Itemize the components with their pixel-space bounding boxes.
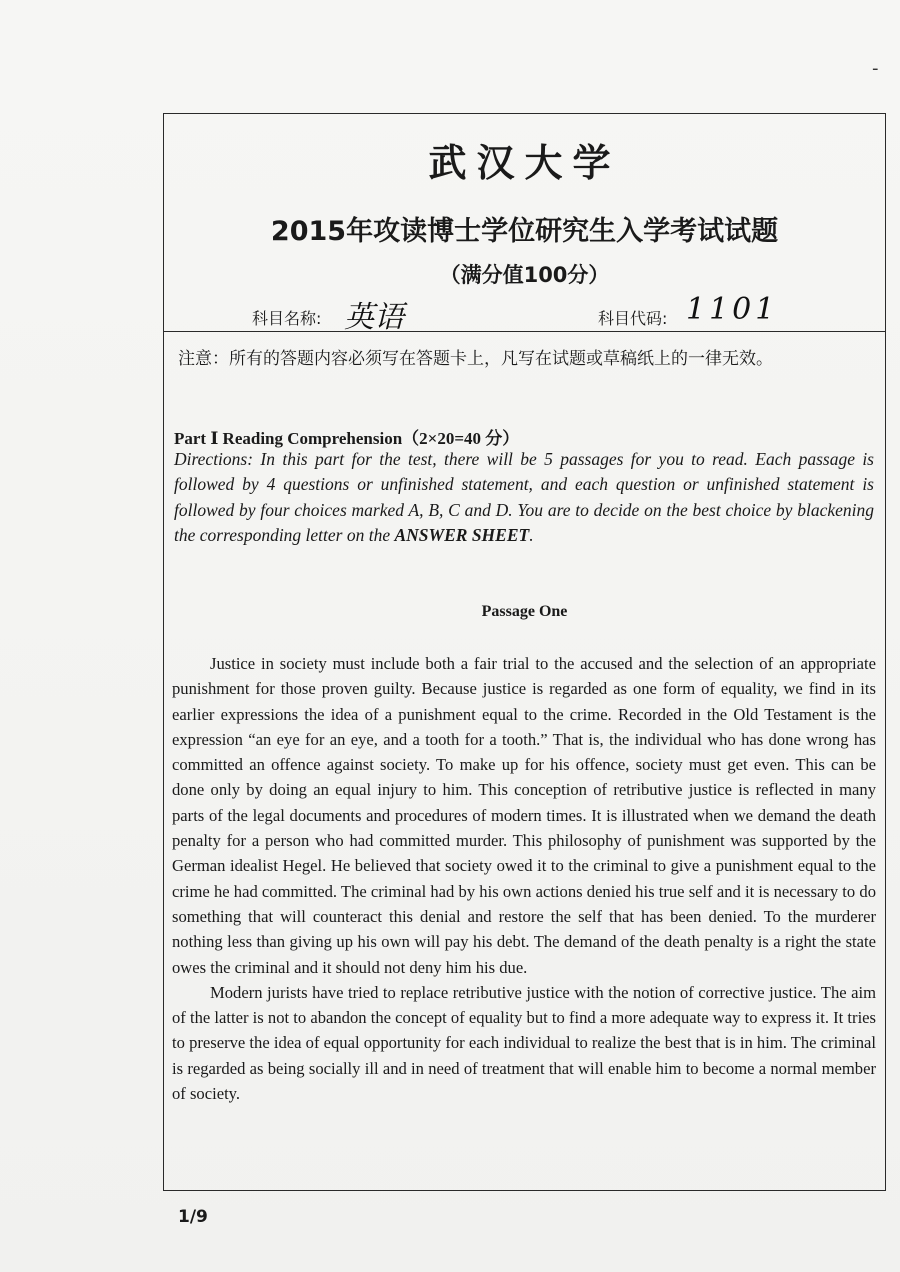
directions-text: Directions: In this part for the test, there will be 5 passages for you to read. Each passage is followed by 4 questions or unfinished statement, and each question or unfinished statement is followed by four choices marked A, B, C and D. You are to decide on the best choice by blackening the corresponding letter on the <box>174 449 874 545</box>
passage-title: Passage One <box>481 603 568 620</box>
passage-body <box>172 651 876 1106</box>
subject-name-label: 科目名称: <box>252 309 322 328</box>
passage-paragraph: Justice in society must include both a fair trial to the accused and the selection of an appropriate punishment for those proven guilty. Because justice is regarded as one form of equality, we find in its earlier expressions the idea of a punishment equal to the crime. Recorded in the Old Testament is the expression “an eye for an eye, and a tooth for a tooth.” That is, the individual who has done wrong has committed an offence against society. To make up for his offence, society must get even. This can be done only by doing an equal injury to him. This conception of retributive justice is reflected in many parts of the legal documents and procedures of modern times. It is illustrated when we demand the death penalty for a person who had committed murder. This philosophy of punishment was supported by the German idealist Hegel. He believed that society owed it to the criminal to give a punishment equal to the crime he had committed. The criminal had by his own actions denied his true self and it is necessary to do something that will counteract this denial and restore the self that has been denied. To the murderer nothing less than giving up his own will pay his debt. The demand of the death penalty is a right the state owes the criminal and it should not deny him his due. <box>172 654 876 977</box>
full-score: （满分值100分） <box>439 263 610 287</box>
edge-mark: - <box>872 58 879 79</box>
passage-paragraph: Modern jurists have tried to replace retributive justice with the notion of corrective justice. The aim of the latter is not to abandon the concept of equality but to find a more adequate way to express it. It tries to preserve the idea of equal opportunity for each individual to realize the best that is in him. The criminal is regarded as being socially ill and in need of treatment that will enable him to become a normal member of society. <box>172 982 876 1104</box>
university-name: 武汉大学 <box>428 141 621 185</box>
subject-row <box>252 292 812 335</box>
exam-title: 2015年攻读博士学位研究生入学考试试题 <box>270 216 779 247</box>
subject-code-value: 1101 <box>686 292 779 327</box>
answer-notice: 注意：所有的答题内容必须写在答题卡上，凡写在试题或草稿纸上的一律无效。 <box>178 349 773 369</box>
subject-code-label: 科目代码: <box>598 309 668 328</box>
part-heading: Part Ⅰ Reading Comprehension（2×20=40 分） <box>174 429 520 448</box>
subject-name-value: 英语 <box>344 300 404 335</box>
directions <box>174 447 874 548</box>
answer-sheet-text: ANSWER SHEET <box>394 524 530 545</box>
exam-header <box>164 114 885 335</box>
exam-frame <box>163 113 886 1191</box>
directions-end: . <box>529 524 534 545</box>
page-number: 1/9 <box>178 1207 208 1227</box>
